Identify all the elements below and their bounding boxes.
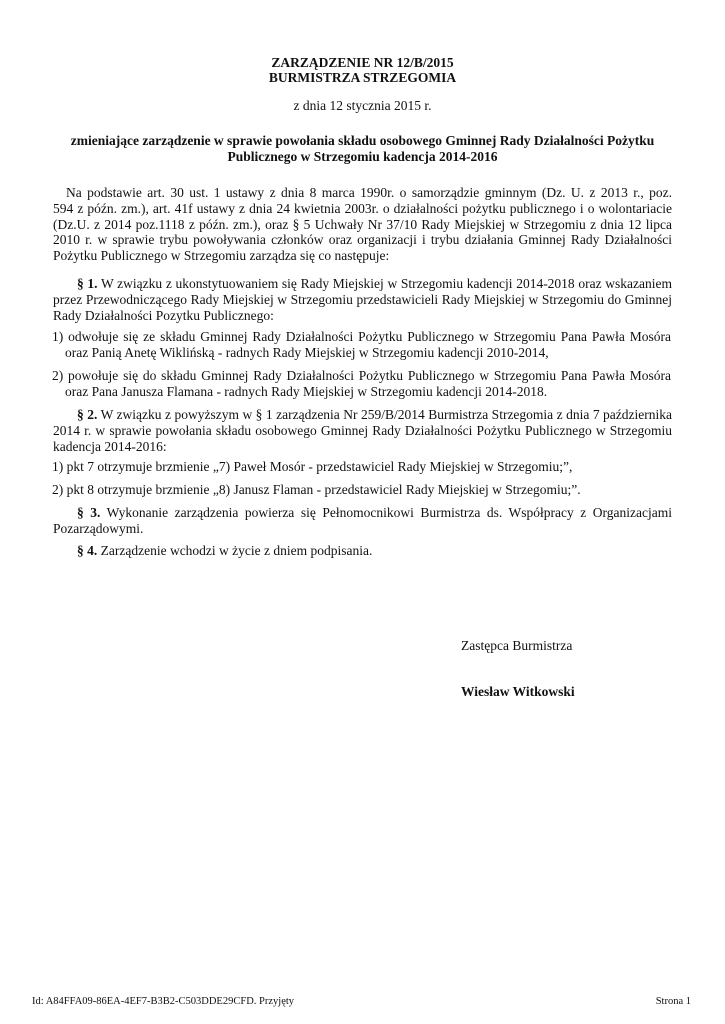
document-issuer: BURMISTRZA STRZEGOMIA: [268, 70, 457, 85]
preamble-paragraph: [53, 185, 672, 264]
section-1-mark: § 1.: [77, 276, 98, 291]
footer-page-number: Strona 1: [655, 996, 691, 1007]
list-item-line: 1) pkt 7 otrzymuje brzmienie „7) Paweł Mosór - przedstawiciel Rady Miejskiej w Strzegomiu;”,: [52, 459, 573, 474]
section-3-paragraph: [53, 505, 672, 537]
section-4-mark: § 4.: [77, 543, 98, 558]
section-4-text: Zarządzenie wchodzi w życie z dniem podpisania.: [97, 543, 373, 558]
preamble-line: Pożytku Publicznego w Strzegomiu zarządza się co następuje:: [53, 248, 390, 264]
document-title: ZARZĄDZENIE NR 12/B/2015: [271, 55, 454, 70]
section-1-paragraph: [53, 276, 672, 323]
section-3-line: [53, 505, 672, 521]
section-1-item: [52, 368, 671, 400]
document-subject-line-1: zmieniające zarządzenie w sprawie powołania składu osobowego Gminnej Rady Działalności Pożytku: [70, 133, 655, 148]
section-3-text: Wykonanie zarządzenia powierza się Pełnomocnikowi Burmistrza ds. Współpracy z Organizacjami: [100, 505, 672, 520]
preamble-line: 594 z późn. zm.), art. 41f ustawy z dnia 24 kwietnia 2003r. o działalności pożytku publicznego i o wolontariacie: [53, 200, 672, 216]
section-2-item: [52, 459, 671, 475]
section-2-paragraph: [53, 407, 672, 454]
section-2-text: W związku z powyższym w § 1 zarządzenia Nr 259/B/2014 Burmistrza Strzegomia z dnia 7 października: [97, 407, 673, 422]
preamble-line: 2010 r. w sprawie trybu powoływania członków oraz organizacji i trybu działania Gminnej Rady Działalności: [53, 232, 672, 248]
list-item-line: 1) odwołuje się ze składu Gminnej Rady Działalności Pożytku Publicznego w Strzegomiu Pana Pawła Mosóra: [52, 329, 671, 344]
document-date: z dnia 12 stycznia 2015 r.: [293, 98, 432, 113]
section-3-line: Pozarządowymi.: [53, 520, 144, 536]
section-1-text: W związku z ukonstytuowaniem się Rady Miejskiej w Strzegomiu kadencji 2014-2018 oraz wskazaniem: [97, 276, 672, 291]
section-1-line: [53, 276, 672, 292]
list-item-line: 2) pkt 8 otrzymuje brzmienie „8) Janusz Flaman - przedstawiciel Rady Miejskiej w Strzegomiu;”.: [52, 482, 581, 497]
signature-role: Zastępca Burmistrza: [461, 638, 573, 653]
section-2-item: [52, 482, 671, 498]
section-3-mark: § 3.: [77, 505, 101, 520]
section-4-line: [53, 543, 672, 559]
section-1-line: przez Przewodniczącego Rady Miejskiej w Strzegomiu przedstawicieli Rady Miejskiej w Strzegomiu do Gminnej: [53, 291, 672, 307]
section-2-line: 2014 r. w sprawie powołania składu osobowego Gminnej Rady Działalności Pożytku Publicznego w Strzegomiu: [53, 422, 672, 438]
footer-document-id: Id: A84FFA09-86EA-4EF7-B3B2-C503DDE29CFD. Przyjęty: [32, 996, 295, 1007]
list-item-line: oraz Panią Anetę Wiklińską - radnych Rady Miejskiej w Strzegomiu kadencji 2010-2014,: [65, 344, 549, 360]
section-2-line: [53, 407, 672, 423]
section-1-line: Rady Działalności Pozytku Publicznego:: [53, 307, 274, 323]
section-2-mark: § 2.: [77, 407, 98, 422]
preamble-line: Na podstawie art. 30 ust. 1 ustawy z dnia 8 marca 1990r. o samorządzie gminnym (Dz. U. z 2013 r., poz.: [66, 185, 672, 200]
preamble-line: (Dz.U. z 2014 poz.1118 z późn. zm.), oraz § 5 Uchwały Nr 37/10 Rady Miejskiej w Strzegomiu z dnia 12 lipca: [53, 216, 672, 232]
section-1-item: [52, 329, 671, 361]
section-4-paragraph: [53, 543, 672, 559]
section-2-line: kadencja 2014-2016:: [53, 438, 167, 454]
list-item-line: 2) powołuje się do składu Gminnej Rady Działalności Pożytku Publicznego w Strzegomiu Pana Pawła Mosóra: [52, 368, 671, 383]
signature-name: Wiesław Witkowski: [461, 684, 575, 699]
document-subject-line-2: Publicznego w Strzegomiu kadencja 2014-2016: [227, 149, 498, 164]
list-item-line: oraz Pana Janusza Flamana - radnych Rady Miejskiej w Strzegomiu kadencji 2014-2018.: [65, 383, 548, 399]
